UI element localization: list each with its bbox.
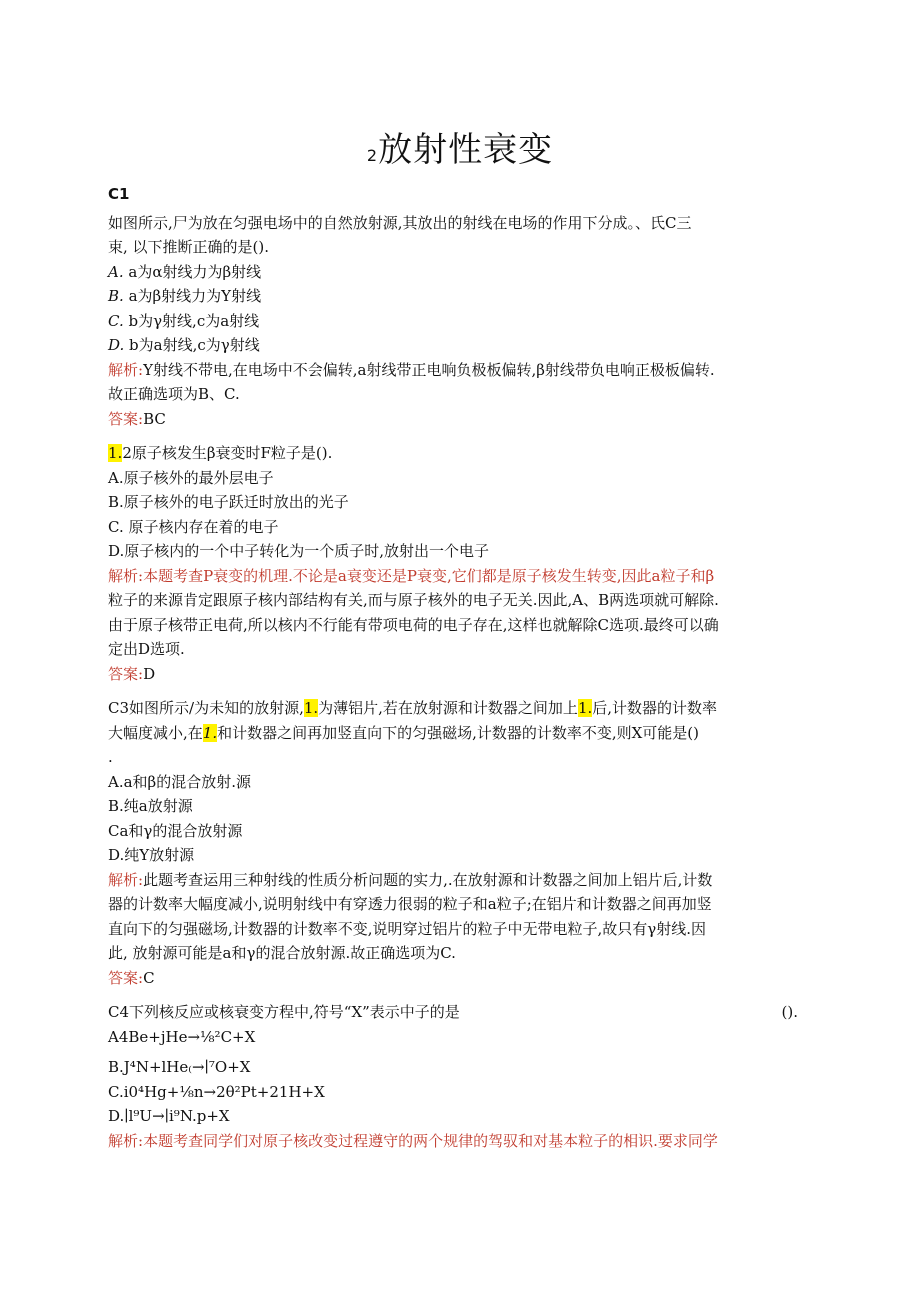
analysis xyxy=(108,358,808,383)
option-text: a为β射线力为Y射线 xyxy=(123,287,262,305)
option-label: C. xyxy=(108,311,124,330)
highlight: 1. xyxy=(303,699,319,717)
option-a xyxy=(108,260,808,285)
option-d: D.纯Y放射源 xyxy=(108,846,195,864)
option-b: B.纯a放射源 xyxy=(108,797,193,815)
question-4 xyxy=(108,1000,808,1153)
analysis-label: 解析: xyxy=(108,870,144,889)
question-stem xyxy=(108,441,808,466)
question-stem: 如图所示,尸为放在匀强电场中的自然放射源,其放出的射线在电场的作用下分成。、氏C三 xyxy=(108,213,692,232)
analysis-text: 本题考查同学们对原子核改变过程遵守的两个规律的驾驭和对基本粒子的相识.要求同学 xyxy=(143,1131,718,1150)
content xyxy=(108,182,808,1153)
analysis-label: 解析: xyxy=(108,566,144,585)
answer-value: BC xyxy=(143,409,166,428)
analysis-text: 此题考查运用三种射线的性质分析问题的实力,.在放射源和计数器之间加上铝片后,计数 xyxy=(143,870,713,889)
answer xyxy=(108,407,808,432)
answer-label: 答案: xyxy=(108,664,144,683)
analysis-text: 由于原子核带正电荷,所以核内不行能有带项电荷的电子存在,这样也就解除C选项.最终可以确 xyxy=(108,615,719,634)
analysis-text: 定出D选项. xyxy=(108,640,185,658)
answer xyxy=(108,662,808,687)
answer xyxy=(108,966,808,991)
question-2 xyxy=(108,441,808,686)
highlight: 1. xyxy=(202,723,218,742)
analysis-text: Y射线不带电,在电场中不会偏转,a射线带正电响负极板偏转,β射线带负电响正极板偏转. xyxy=(143,360,715,379)
stem-text: 大幅度减小,在 xyxy=(108,723,203,742)
option-b xyxy=(108,284,808,309)
answer-label: 答案: xyxy=(108,409,144,428)
analysis-text: 本题考查P衰变的机理.不论是a衰变还是P衰变,它们都是原子核发生转变,因此a粒子和β xyxy=(143,566,715,585)
highlight: 1. xyxy=(108,444,123,462)
answer-label: 答案: xyxy=(108,968,144,987)
stem-text: C4下列核反应或核衰变方程中,符号“X”表示中子的是 xyxy=(108,1003,460,1021)
stem-text: C3如图所示/为未知的放射源, xyxy=(108,699,304,717)
analysis-text: 器的计数率大幅度减小,说明射线中有穿透力很弱的粒子和a粒子;在铝片和计数器之间再加竖 xyxy=(108,895,712,913)
question-stem: 束, 以下推断正确的是(). xyxy=(108,238,270,256)
option-c xyxy=(108,309,808,334)
stem-text: 为薄铝片,若在放射源和计数器之间加上 xyxy=(318,699,578,717)
option-d xyxy=(108,333,808,358)
stem-text: 2原子核发生β衰变时F粒子是(). xyxy=(122,444,333,462)
option-text: b为γ射线,c为a射线 xyxy=(123,311,260,330)
analysis-label: 解析: xyxy=(108,1131,144,1150)
option-a: A.原子核外的最外层电子 xyxy=(108,468,274,487)
option-a: A4Be+jHe→⅛²C+X xyxy=(108,1027,256,1046)
question-stem xyxy=(108,1000,798,1025)
option-c: C. 原子核内存在着的电子 xyxy=(108,517,279,536)
analysis-text: 直向下的匀强磁场,计数器的计数率不变,说明穿过铝片的粒子中无带电粒子,故只有γ射线.因 xyxy=(108,919,707,938)
page-title xyxy=(0,122,920,171)
analysis-text: 此, 放射源可能是a和γ的混合放射源.故正确选项为C. xyxy=(108,944,456,962)
analysis-text: 粒子的来源肯定跟原子核内部结构有关,而与原子核外的电子无关.因此,A、B两选项就可解除. xyxy=(108,591,719,609)
question-stem xyxy=(108,721,808,746)
question-1 xyxy=(108,182,808,431)
option-c: Ca和γ的混合放射源 xyxy=(108,821,243,840)
stem-text: 和计数器之间再加竖直向下的匀强磁场,计数器的计数率不变,则X可能是() xyxy=(217,723,700,742)
stem-text: 后,计数器的计数率 xyxy=(592,699,718,717)
option-d: D.∣l⁹U→∣i⁹N.p+X xyxy=(108,1107,230,1125)
analysis xyxy=(108,1129,808,1154)
question-stem xyxy=(108,696,808,721)
highlight: 1. xyxy=(577,699,593,717)
option-label: A. xyxy=(108,262,124,281)
option-b: B.原子核外的电子跃迁时放出的光子 xyxy=(108,493,349,511)
option-d: D.原子核内的一个中子转化为一个质子时,放射出一个电子 xyxy=(108,542,490,560)
question-3 xyxy=(108,696,808,990)
option-b: B.J⁴N+lHe₍→∣⁷O+X xyxy=(108,1058,251,1076)
option-text: b为a射线,c为γ射线 xyxy=(124,336,260,354)
analysis xyxy=(108,868,808,893)
option-label: D. xyxy=(108,336,125,354)
option-text: a为α射线力为β射线 xyxy=(123,262,262,281)
title-number: 2 xyxy=(366,146,379,165)
question-stem: . xyxy=(108,748,113,766)
answer-value: C xyxy=(143,968,155,987)
analysis xyxy=(108,564,808,589)
option-c: C.i0⁴Hg+⅛n→2θ²Pt+21H+X xyxy=(108,1082,325,1101)
question-id: C1 xyxy=(108,185,130,203)
answer-value: D xyxy=(143,664,156,683)
title-text: 放射性衰变 xyxy=(378,130,554,170)
answer-blank: (). xyxy=(781,1003,798,1021)
analysis-label: 解析: xyxy=(108,360,144,379)
option-label: B. xyxy=(108,287,124,305)
option-a: A.a和β的混合放射.源 xyxy=(108,772,251,791)
analysis-text: 故正确选项为B、C. xyxy=(108,385,240,403)
